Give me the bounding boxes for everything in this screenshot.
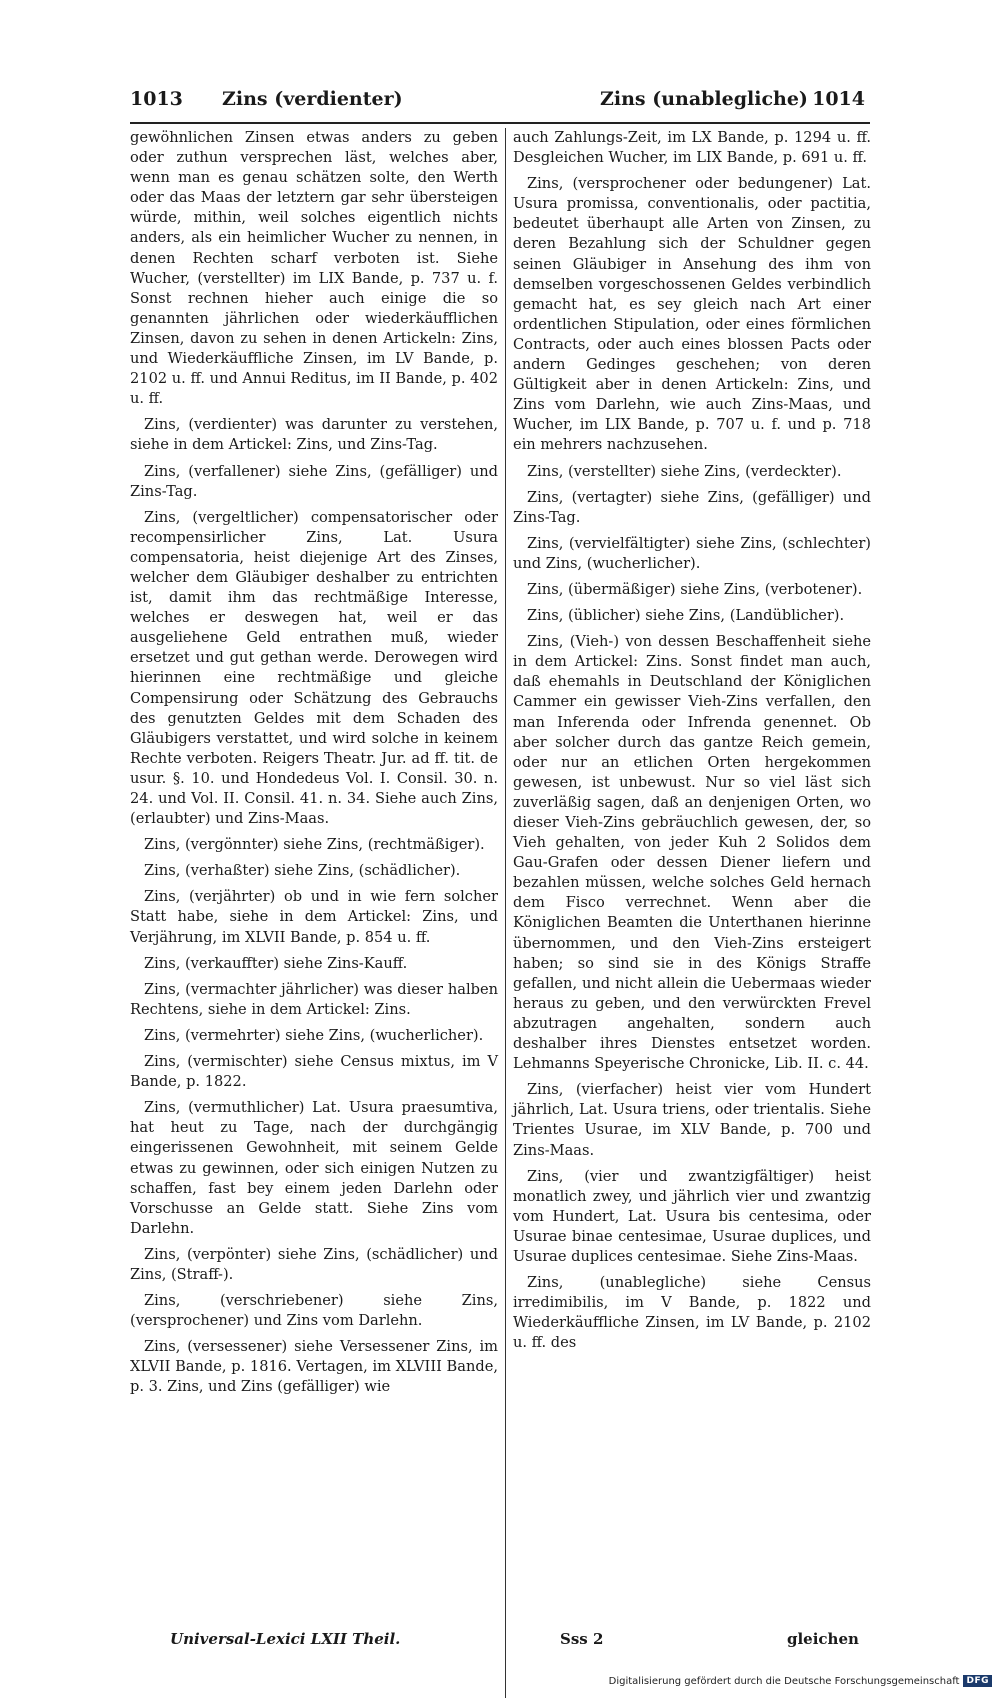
dictionary-entry: Zins, (vierfacher) heist vier vom Hundert jährlich, Lat. Usura triens, oder trientalis. Siehe Trientes Usurae, im XLV Bande, p. 700 und Zins-Maas. — [513, 1081, 871, 1159]
dictionary-entry: Zins, (verjährter) ob und in wie fern solcher Statt habe, siehe in dem Artickel: Zins, und Verjährung, im XLVII Bande, p. 854 u. ff. — [130, 888, 498, 946]
dictionary-entry: Zins, (vier und zwantzigfältiger) heist monatlich zwey, und jährlich vier und zwantzig vom Hundert, Lat. Usura bis centesima, oder Usurae binae centesimae, Usurae duplices, und Usurae duplices centesimae. Siehe Zins-Maas. — [513, 1167, 871, 1265]
dictionary-entry: Zins, (verschriebener) siehe Zins, (versprochener) und Zins vom Darlehn. — [130, 1292, 498, 1330]
dictionary-entry: Zins, (übermäßiger) siehe Zins, (verbotener). — [527, 580, 863, 598]
dictionary-entry: Zins, (versessener) siehe Versessener Zins, im XLVII Bande, p. 1816. Vertagen, im XLVIII Bande, p. 3. Zins, und Zins (gefälliger) wie — [130, 1338, 498, 1396]
digitization-credit — [609, 1675, 992, 1687]
running-head-left: Zins (verdienter) — [222, 88, 403, 110]
dictionary-entry: Zins, (unablegliche) siehe Census irredimibilis, im V Bande, p. 1822 und Wiederkäuffliche Zinsen, im LV Bande, p. 2102 u. ff. des — [513, 1274, 871, 1352]
dictionary-entry: Zins, (üblicher) siehe Zins, (Landüblicher). — [527, 607, 845, 625]
dictionary-entry: Zins, (vermehrter) siehe Zins, (wucherlicher). — [144, 1026, 484, 1044]
dictionary-entry: Zins, (verfallener) siehe Zins, (gefälliger) und Zins-Tag. — [130, 462, 498, 500]
dictionary-entry: Zins, (verstellter) siehe Zins, (verdeckter). — [527, 462, 842, 480]
credit-text: Digitalisierung gefördert durch die Deutsche Forschungsgemeinschaft — [608, 1675, 960, 1687]
dictionary-entry: auch Zahlungs-Zeit, im LX Bande, p. 1294 u. ff. Desgleichen Wucher, im LIX Bande, p. 691 u. ff. — [513, 129, 871, 167]
dictionary-entry: Zins, (vermischter) siehe Census mixtus, im V Bande, p. 1822. — [130, 1053, 498, 1091]
dictionary-entry: Zins, (verpönter) siehe Zins, (schädlicher) und Zins, (Straff-). — [130, 1245, 498, 1283]
dictionary-entry: Zins, (verhaßter) siehe Zins, (schädlicher). — [144, 862, 461, 880]
page-number-right: 1014 — [812, 88, 865, 110]
dictionary-entry: Zins, (Vieh-) von dessen Beschaffenheit siehe in dem Artickel: Zins. Sonst findet man auch, daß ehemahls in Deutschland der Königlichen Cammer ein gewisser Vieh-Zins verfallen, den man Inferenda oder Infrenda genennet. Ob aber solcher durch das gantze Reich gemein, oder nur an etlichen Orten hergekommen gewesen, ist unbewust. Nur so viel läst sich zuverläßig sagen, daß an denjenigen Orten, wo dieser Vieh-Zins gebräuchlich gewesen, der, so Vieh gehalten, von jeder Kuh 2 Solidos dem Gau-Grafen oder dessen Diener liefern und bezahlen müssen, welche solches Geld hernach dem Fisco verrechnet. Wenn aber die Königlichen Beamten die Unterthanen hierinne übernommen, und den Vieh-Zins ersteigert haben; so sind sie in des Königs Straffe gefallen, und nicht allein die Uebermaas wieder heraus zu geben, und den verwürckten Frevel abzutragen angehalten, sondern auch deshalber ihres Dienstes entsetzet worden. Lehmanns Speyerische Chronicke, Lib. II. c. 44. — [513, 633, 871, 1073]
dictionary-entry: Zins, (verkauffter) siehe Zins-Kauff. — [144, 954, 408, 972]
dictionary-entry: Zins, (vervielfältigter) siehe Zins, (schlechter) und Zins, (wucherlicher). — [513, 534, 871, 572]
footer-catchword: gleichen — [787, 1630, 859, 1648]
running-header — [130, 88, 865, 118]
dictionary-entry: Zins, (verdienter) was darunter zu verstehen, siehe in dem Artickel: Zins, und Zins-Tag. — [130, 416, 498, 454]
dictionary-entry: Zins, (vertagter) siehe Zins, (gefälliger) und Zins-Tag. — [513, 488, 871, 526]
running-head-right: Zins (unablegliche) — [600, 88, 808, 110]
header-rule — [130, 122, 870, 124]
right-column — [513, 128, 871, 1359]
dfg-logo-icon: DFG — [963, 1675, 992, 1687]
column-divider — [505, 128, 506, 1698]
left-column — [130, 128, 498, 1404]
dictionary-entry: Zins, (vergeltlicher) compensatorischer oder recompensirlicher Zins, Lat. Usura compensatoria, heist diejenige Art des Zinses, welcher dem Gläubiger deshalber zu entrichten ist, damit ihm das rechtmäßige Interesse, welches er deswegen hat, weil er das ausgeliehene Geld entrathen muß, wieder ersetzet und gut gethan werde. Derowegen wird hierinnen eine rechtmäßige und gleiche Compensirung oder Schätzung des Gebrauchs des genutzten Geldes mit dem Schaden des Gläubigers verstattet, und wird solche in keinem Rechte verboten. Reigers Theatr. Jur. ad ff. tit. de usur. §. 10. und Hondedeus Vol. I. Consil. 30. n. 24. und Vol. II. Consil. 41. n. 34. Siehe auch Zins, (erlaubter) und Zins-Maas. — [130, 508, 498, 828]
dictionary-entry: Zins, (vergönnter) siehe Zins, (rechtmäßiger). — [144, 836, 485, 854]
page-number-left: 1013 — [130, 88, 183, 110]
dictionary-entry: Zins, (vermuthlicher) Lat. Usura praesumtiva, hat heut zu Tage, nach der durchgängig eingerissenen Gewohnheit, mit seinem Gelde etwas zu gewinnen, oder sich einigen Nutzen zu schaffen, fast bey einem jeden Darlehn oder Vorschusse an Gelde statt. Siehe Zins vom Darlehn. — [130, 1099, 498, 1237]
dictionary-entry: gewöhnlichen Zinsen etwas anders zu geben oder zuthun versprechen läst, welches aber, wenn man es genau schätzen solte, den Werth oder das Maas der letztern gar sehr übersteigen würde, mithin, weil solches eigentlich nichts anders, als ein heimlicher Wucher zu nennen, in denen Rechten scharf verboten ist. Siehe Wucher, (verstellter) im LIX Bande, p. 737 u. f. Sonst rechnen hieher auch einige die so genannten jährlichen oder wiederkäufflichen Zinsen, davon zu sehen in denen Artickeln: Zins, und Wiederkäuffliche Zinsen, im LV Bande, p. 2102 u. ff. und Annui Reditus, im II Bande, p. 402 u. ff. — [130, 129, 498, 408]
dictionary-entry: Zins, (vermachter jährlicher) was dieser halben Rechtens, siehe in dem Artickel: Zins. — [130, 980, 498, 1018]
footer-signature-mark: Sss 2 — [560, 1630, 604, 1648]
footer-volume-title: Universal-Lexici LXII Theil. — [170, 1630, 401, 1648]
dictionary-entry: Zins, (versprochener oder bedungener) Lat. Usura promissa, conventionalis, oder pactitia, bedeutet überhaupt alle Arten von Zinsen, zu deren Bezahlung sich der Schuldner gegen seinen Gläubiger in Ansehung des ihm von demselben vorgeschossenen Geldes verbindlich gemacht hat, es sey gleich nach Art einer ordentlichen Stipulation, oder eines förmlichen Contracts, oder auch eines blossen Pacts oder andern Gedinges geschehen; von deren Gültigkeit aber in denen Artickeln: Zins, und Zins vom Darlehn, wie auch Zins-Maas, und Wucher, im LIX Bande, p. 707 u. f. und p. 718 ein mehrers nachzusehen. — [513, 175, 871, 454]
